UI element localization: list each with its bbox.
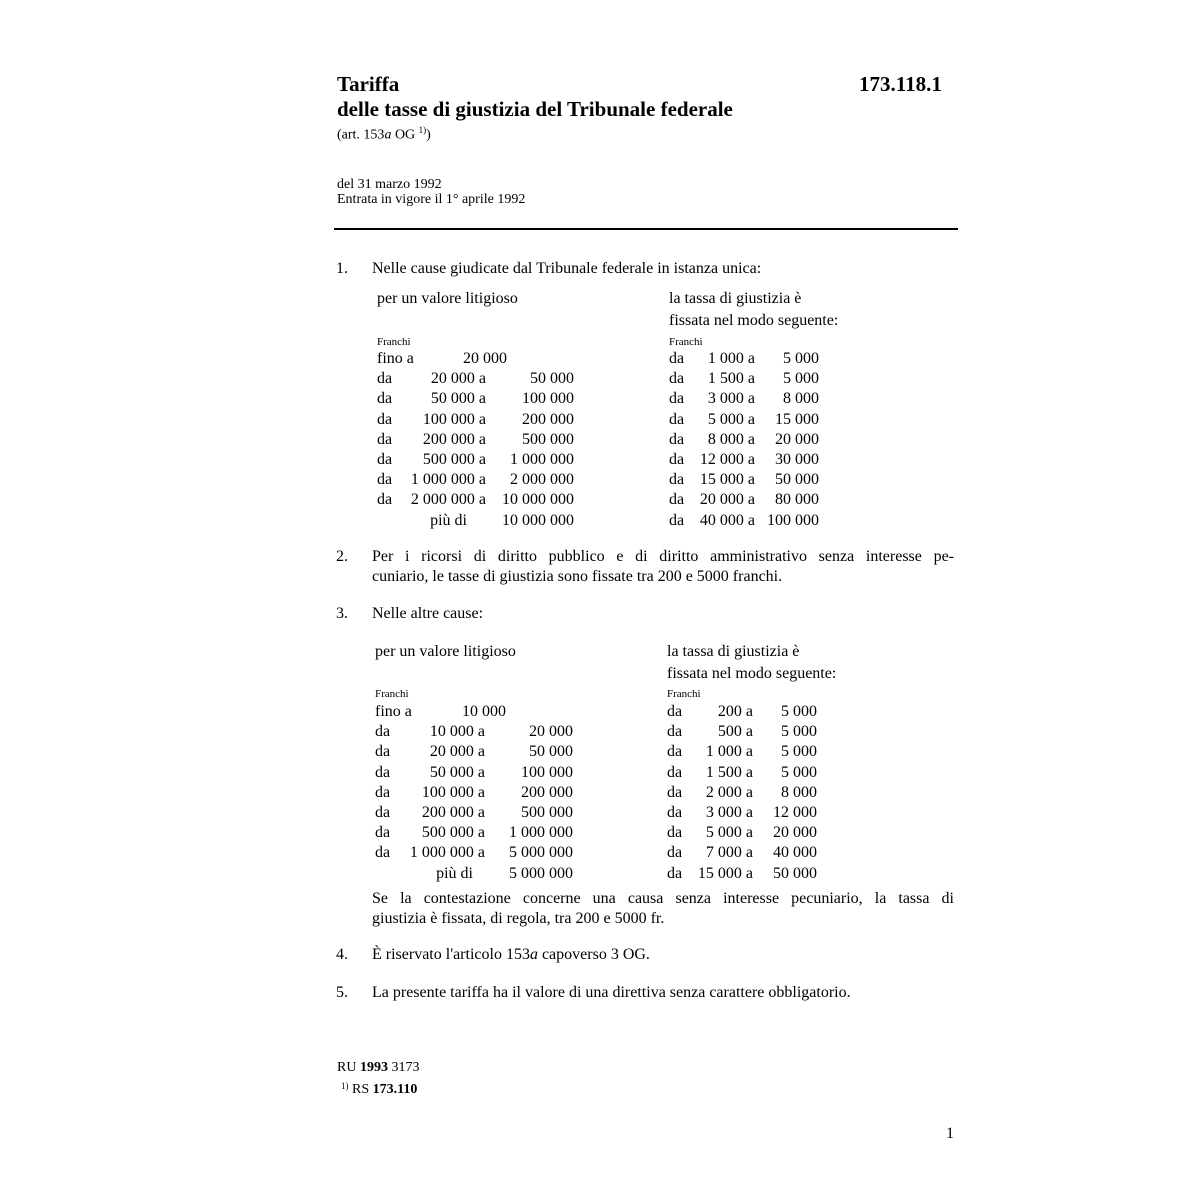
section-1-unit-left: Franchi [377,336,411,348]
table-row [669,470,819,490]
row-to: 5 000 [781,743,817,761]
row-prefix: da [667,864,683,882]
table-row [377,450,574,470]
row-to: 1 000 000 [510,451,574,468]
row-prefix: da [377,451,393,468]
row-to: 30 000 [775,451,819,468]
table-row [375,722,573,742]
row-to: 50 000 [530,370,574,388]
section-1-right-header-1: la tassa di giustizia è [669,290,802,307]
row-from: 20 000 a [430,370,486,388]
row-prefix: da [669,430,685,448]
table-row [669,430,819,450]
row-prefix: da [377,370,393,388]
section-2-number: 2. [336,548,348,565]
table-row [375,702,573,722]
row-to: 200 000 [522,410,574,428]
title-line-1: Tariffa [337,72,400,96]
table-row [377,430,574,450]
row-to: 5 000 [781,703,817,720]
row-prefix: da [375,723,391,741]
row-from: 5 000 a [705,824,753,842]
row-prefix: da [375,743,391,761]
table-row [375,843,573,863]
section-3-left-header: per un valore litigioso [375,643,516,660]
row-to: 500 000 [522,430,574,448]
ru-prefix: RU [337,1060,360,1075]
table-row [669,389,819,409]
row-from: 2 000 000 a [410,491,486,509]
row-prefix: da [669,511,685,529]
table-row [667,742,817,762]
row-to: 2 000 000 [510,471,574,489]
table-row [375,864,573,884]
table-row [375,783,573,803]
row-from: 1 500 a [705,763,753,781]
section-4-text-italic: a [529,946,538,963]
article-letter: a [384,127,392,143]
table-row [669,369,819,389]
header-divider [334,228,958,230]
entry-into-force: Entrata in vigore il 1° aprile 1992 [337,192,526,207]
table-row [667,823,817,843]
table-row [669,511,819,531]
article-reference [337,123,431,143]
row-from: 500 000 a [421,824,485,842]
row-from: 5 000 a [707,410,755,428]
table-row [377,389,574,409]
table-row [375,803,573,823]
row-prefix: fino a [375,703,412,720]
row-prefix: da [375,844,391,862]
row-from: 15 000 a [699,471,755,489]
row-to: 5 000 [781,763,817,781]
row-from: 40 000 a [699,511,755,529]
row-prefix: da [669,410,685,428]
row-from: 1 000 000 a [410,471,486,489]
section-4-text-after: capoverso 3 OG. [537,946,650,963]
table-row [375,823,573,843]
row-prefix: da [375,763,391,781]
row-to: 100 000 [522,390,574,408]
row-to: 5 000 000 [509,844,573,862]
row-to: 1 000 000 [509,824,573,842]
section-3-note-line-1: Se la contestazione concerne una causa senza interesse pecuniario, la tassa di [372,890,954,907]
row-prefix: da [669,491,685,509]
row-to: 8 000 [781,783,817,801]
row-from: 500 a [717,723,753,741]
row-from: 1 000 a [705,743,753,761]
ru-year: 1993 [359,1060,388,1075]
row-to: 200 000 [521,783,573,801]
row-prefix: da [377,471,393,489]
row-prefix: da [667,743,683,761]
table-row [667,803,817,823]
row-to: 10 000 000 [502,491,574,509]
section-1-left-header: per un valore litigioso [377,290,518,307]
row-prefix: da [669,370,685,388]
row-prefix: da [667,804,683,821]
row-from: 1 500 a [707,370,755,388]
section-5-text: La presente tariffa ha il valore di una direttiva senza carattere obbligatorio. [372,984,851,1001]
row-prefix: da [667,783,683,801]
row-from: 200 a [717,703,753,720]
footnote-1-ref: 173.110 [372,1082,418,1097]
row-to: 80 000 [775,491,819,509]
row-to: 15 000 [775,410,819,428]
document-date: del 31 marzo 1992 [337,177,442,192]
section-2-line-2: cuniario, le tasse di giustizia sono fissate tra 200 e 5000 franchi. [372,568,783,585]
row-to: 8 000 [783,390,819,408]
table-row [377,369,574,389]
section-3-number: 3. [336,605,348,622]
row-prefix: da [669,471,685,489]
row-from: 3 000 a [707,390,755,408]
row-to: 100 000 [767,511,819,529]
row-to: 10 000 000 [502,511,574,529]
table-row [377,349,574,369]
table-row [669,450,819,470]
table-row [667,783,817,803]
document-number: 173.118.1 [859,72,942,96]
article-close: ) [426,127,431,143]
section-3-right-header-2: fissata nel modo seguente: [667,665,837,682]
row-to: 40 000 [773,844,817,862]
row-prefix: da [377,430,393,448]
row-to: 20 000 [529,723,573,741]
row-from: 100 000 a [422,410,486,428]
row-prefix: da [669,451,685,468]
section-3-unit-right: Franchi [667,688,701,700]
row-prefix: da [669,350,685,367]
footnote-1-prefix: RS [352,1082,373,1097]
section-3-right-header-1: la tassa di giustizia è [667,643,800,660]
section-4-text-before: È riservato l'articolo 153 [372,946,530,963]
row-from: 20 000 a [429,743,485,761]
section-3-intro: Nelle altre cause: [372,605,484,622]
row-to: 20 000 [775,430,819,448]
table-row [377,490,574,510]
section-1-intro: Nelle cause giudicate dal Tribunale federale in istanza unica: [372,260,762,277]
row-prefix: da [375,824,391,842]
row-from: 100 000 a [421,783,485,801]
table-row [667,702,817,722]
row-prefix: da [667,703,683,720]
row-to: 20 000 [773,824,817,842]
section-4-text [372,945,650,965]
table-row [377,470,574,490]
row-prefix: da [667,844,683,862]
row-to: 50 000 [775,471,819,489]
table-row [377,511,574,531]
row-from: 7 000 a [705,844,753,862]
section-4-number: 4. [336,946,348,963]
table-row [669,410,819,430]
row-prefix: fino a [377,350,414,367]
table-row [667,864,817,884]
row-prefix: da [377,410,393,428]
row-from: 10 000 [462,703,506,720]
row-prefix: da [669,390,685,408]
table-row [667,722,817,742]
row-prefix: da [377,390,393,408]
footnote-1 [341,1079,417,1097]
row-prefix: da [667,824,683,842]
row-to: 500 000 [521,804,573,821]
row-to: 5 000 [783,370,819,388]
row-to: 5 000 000 [509,864,573,882]
table-row [669,349,819,369]
row-from: 20 000 a [699,491,755,509]
row-from: 500 000 a [422,451,486,468]
row-prefix: da [377,491,393,509]
section-5-number: 5. [336,984,348,1001]
row-prefix: da [375,783,391,801]
row-prefix: da [375,804,391,821]
table-row [375,763,573,783]
section-1-number: 1. [336,260,348,277]
row-prefix: da [667,723,683,741]
row-from: 1 000 000 a [409,844,485,862]
row-label: più di [430,511,467,529]
row-to: 5 000 [783,350,819,367]
row-prefix: da [667,763,683,781]
section-1-unit-right: Franchi [669,336,703,348]
article-prefix: (art. 153 [337,127,385,143]
row-from: 200 000 a [421,804,485,821]
table-row [375,742,573,762]
table-row [377,410,574,430]
row-from: 50 000 a [430,390,486,408]
row-to: 100 000 [521,763,573,781]
section-3-unit-left: Franchi [375,688,409,700]
article-suffix: OG [391,127,419,143]
title-line-2: delle tasse di giustizia del Tribunale federale [337,97,733,121]
table-row [667,763,817,783]
row-to: 12 000 [773,804,817,821]
row-label: più di [436,864,473,882]
section-3-note-line-2: giustizia è fissata, di regola, tra 200 e 5000 fr. [372,910,665,927]
ru-page: 3173 [387,1060,420,1075]
row-from: 1 000 a [707,350,755,367]
section-1-right-header-2: fissata nel modo seguente: [669,312,839,329]
row-from: 20 000 [463,350,507,367]
section-2-line-1: Per i ricorsi di diritto pubblico e di diritto amministrativo senza interesse pe- [372,548,954,565]
row-from: 2 000 a [705,783,753,801]
ru-reference [337,1060,419,1075]
row-from: 8 000 a [707,430,755,448]
row-from: 3 000 a [705,804,753,821]
row-from: 200 000 a [422,430,486,448]
row-to: 50 000 [529,743,573,761]
page-number: 1 [946,1125,954,1142]
table-row [667,843,817,863]
row-to: 50 000 [773,864,817,882]
table-row [669,490,819,510]
row-from: 12 000 a [699,451,755,468]
footnote-marker: 1) [418,125,427,135]
row-to: 5 000 [781,723,817,741]
row-from: 10 000 a [429,723,485,741]
footnote-1-marker: 1) [341,1081,349,1091]
row-from: 50 000 a [429,763,485,781]
row-from: 15 000 a [697,864,753,882]
